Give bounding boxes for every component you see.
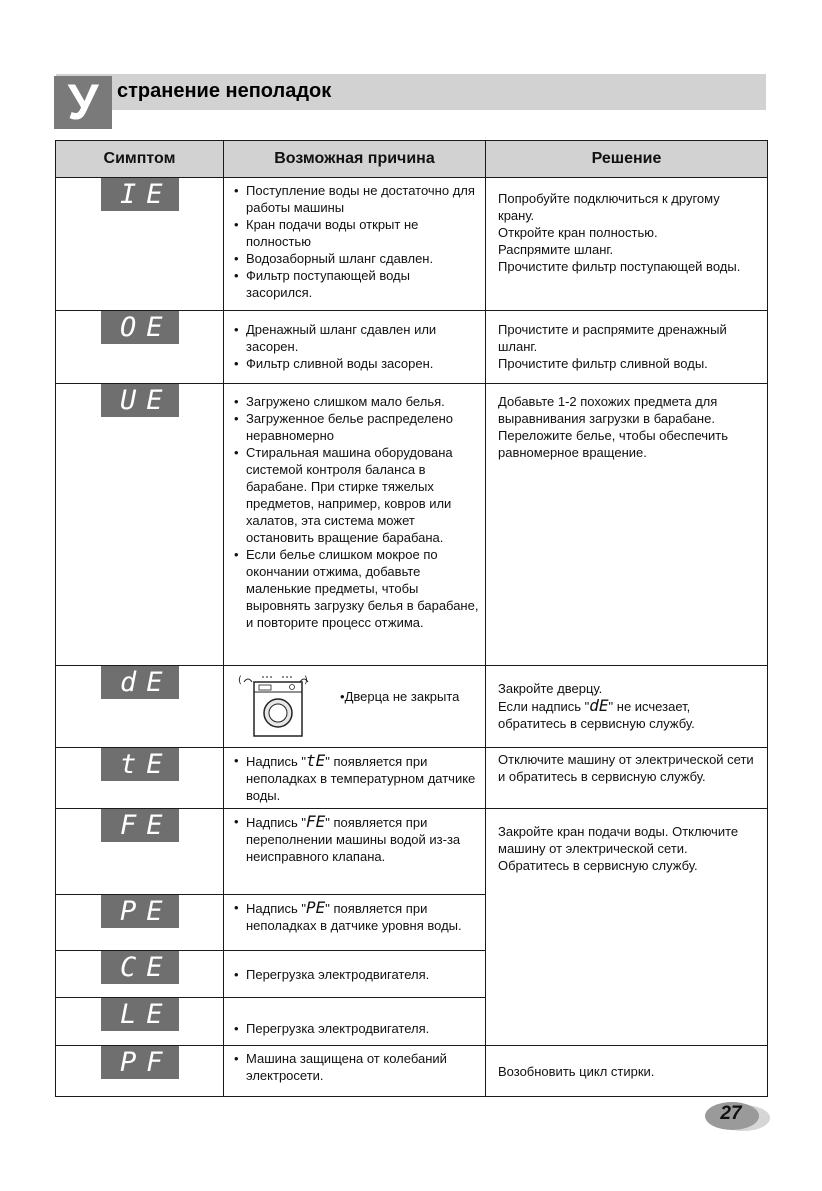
inline-error-code: tE bbox=[306, 751, 326, 770]
error-code-display: LE bbox=[101, 998, 179, 1031]
solution-line: Попробуйте подключиться к другому крану. bbox=[498, 191, 720, 223]
error-code-display: UE bbox=[101, 384, 179, 417]
solution-cell bbox=[486, 311, 768, 384]
cause-item: • Надпись "tE" появляется при неполадках в температурном датчике воды. bbox=[234, 752, 479, 804]
column-header-symptom: Симптом bbox=[56, 141, 224, 178]
solution-cell bbox=[486, 809, 768, 1046]
cause-item: • Дренажный шланг сдавлен или засорен. bbox=[234, 321, 479, 355]
symptom-cell bbox=[56, 311, 224, 384]
error-code-display: dE bbox=[101, 666, 179, 699]
symptom-cell bbox=[56, 809, 224, 895]
error-code-display: PE bbox=[101, 895, 179, 928]
cause-text: Дверца не закрыта bbox=[344, 689, 460, 704]
cause-item: • Надпись "PE" появляется при неполадках в датчике уровня воды. bbox=[234, 899, 479, 934]
error-code-display: tE bbox=[101, 748, 179, 781]
symptom-cell bbox=[56, 666, 224, 748]
page-number: 27 bbox=[720, 1103, 742, 1124]
table-row bbox=[56, 1046, 768, 1097]
cause-item: • Кран подачи воды открыт не полностью bbox=[234, 216, 479, 250]
table-row bbox=[56, 384, 768, 666]
symptom-cell bbox=[56, 178, 224, 311]
solution-line: Добавьте 1-2 похожих предмета для выравнивания загрузки в барабане. Переложите белье, чтобы обеспечить равномерное вращение. bbox=[498, 394, 729, 460]
cause-item: • Водозаборный шланг сдавлен. bbox=[234, 250, 479, 267]
cause-item: • Машина защищена от колебаний электросети. bbox=[234, 1050, 479, 1084]
cause-item: •Дверца не закрыта bbox=[340, 689, 460, 704]
cause-cell bbox=[224, 384, 486, 666]
cause-item: • Надпись "FE" появляется при переполнении машины водой из-за неисправного клапана. bbox=[234, 813, 479, 865]
troubleshooting-table bbox=[55, 140, 768, 1097]
symptom-cell bbox=[56, 895, 224, 951]
solution-line: Если надпись "dE" не исчезает, обратитесь в сервисную службу. bbox=[498, 696, 695, 731]
solution-line: Прочистите фильтр сливной воды. bbox=[498, 356, 708, 371]
inline-error-code: PE bbox=[306, 898, 326, 917]
column-header-cause: Возможная причина bbox=[224, 141, 486, 178]
symptom-cell bbox=[56, 951, 224, 998]
solution-line: Возобновить цикл стирки. bbox=[498, 1064, 655, 1079]
cause-item: • Фильтр поступающей воды засорился. bbox=[234, 267, 479, 301]
cause-item: • Загруженное белье распределено неравномерно bbox=[234, 410, 479, 444]
solution-cell bbox=[486, 666, 768, 748]
cause-item: • Перегрузка электродвигателя. bbox=[234, 966, 479, 983]
error-code-display: OE bbox=[101, 311, 179, 344]
error-code-display: PF bbox=[101, 1046, 179, 1079]
table-row bbox=[56, 311, 768, 384]
solution-line: Прочистите и распрямите дренажный шланг. bbox=[498, 322, 727, 354]
solution-cell bbox=[486, 178, 768, 311]
symptom-cell bbox=[56, 748, 224, 809]
solution-cell bbox=[486, 748, 768, 809]
solution-line: Откройте кран полностью. bbox=[498, 225, 658, 240]
cause-cell bbox=[224, 998, 486, 1046]
inline-error-code: dE bbox=[589, 696, 609, 715]
solution-line: Отключите машину от электрической сети и обратитесь в сервисную службу. bbox=[498, 752, 754, 784]
symptom-cell bbox=[56, 998, 224, 1046]
cause-item: • Загружено слишком мало белья. bbox=[234, 393, 479, 410]
solution-cell bbox=[486, 1046, 768, 1097]
solution-line: Распрямите шланг. bbox=[498, 242, 614, 257]
cause-cell bbox=[224, 748, 486, 809]
svg-text:): ) bbox=[304, 675, 308, 686]
header-initial-letter: У bbox=[54, 76, 112, 129]
page-title: странение неполадок bbox=[117, 80, 332, 102]
symptom-cell bbox=[56, 384, 224, 666]
cause-cell bbox=[224, 311, 486, 384]
table-row bbox=[56, 748, 768, 809]
inline-error-code: FE bbox=[306, 812, 326, 831]
table-row bbox=[56, 809, 768, 895]
table-row bbox=[56, 178, 768, 311]
washing-machine-open-door-icon bbox=[234, 672, 326, 738]
column-header-solution: Решение bbox=[486, 141, 768, 178]
cause-cell bbox=[224, 809, 486, 895]
cause-item: • Поступление воды не достаточно для работы машины bbox=[234, 182, 479, 216]
cause-item: • Стиральная машина оборудована системой контроля баланса в барабане. При стирке тяжелых предметов, например, ковров или халатов, эта система может остановить вращение барабана. bbox=[234, 444, 479, 546]
cause-cell bbox=[224, 951, 486, 998]
error-code-display: IE bbox=[101, 178, 179, 211]
solution-line: Прочистите фильтр поступающей воды. bbox=[498, 259, 741, 274]
cause-item: • Если белье слишком мокрое по окончании отжима, добавьте маленькие предметы, чтобы выровнять загрузку белья в барабане, и повторите процесс отжима. bbox=[234, 546, 479, 631]
table-header-row bbox=[56, 141, 768, 178]
solution-cell bbox=[486, 384, 768, 666]
error-code-display: FE bbox=[101, 809, 179, 842]
cause-cell bbox=[224, 666, 486, 748]
cause-cell bbox=[224, 895, 486, 951]
cause-cell bbox=[224, 178, 486, 311]
solution-line: Закройте кран подачи воды. Отключите машину от электрической сети. Обратитесь в сервисную службу. bbox=[498, 824, 739, 873]
cause-item: • Фильтр сливной воды засорен. bbox=[234, 355, 479, 372]
cause-item: • Перегрузка электродвигателя. bbox=[234, 1020, 479, 1037]
symptom-cell bbox=[56, 1046, 224, 1097]
table-row bbox=[56, 666, 768, 748]
error-code-display: CE bbox=[101, 951, 179, 984]
solution-line: Закройте дверцу. bbox=[498, 681, 603, 696]
svg-text:(: ( bbox=[238, 675, 242, 686]
cause-cell bbox=[224, 1046, 486, 1097]
